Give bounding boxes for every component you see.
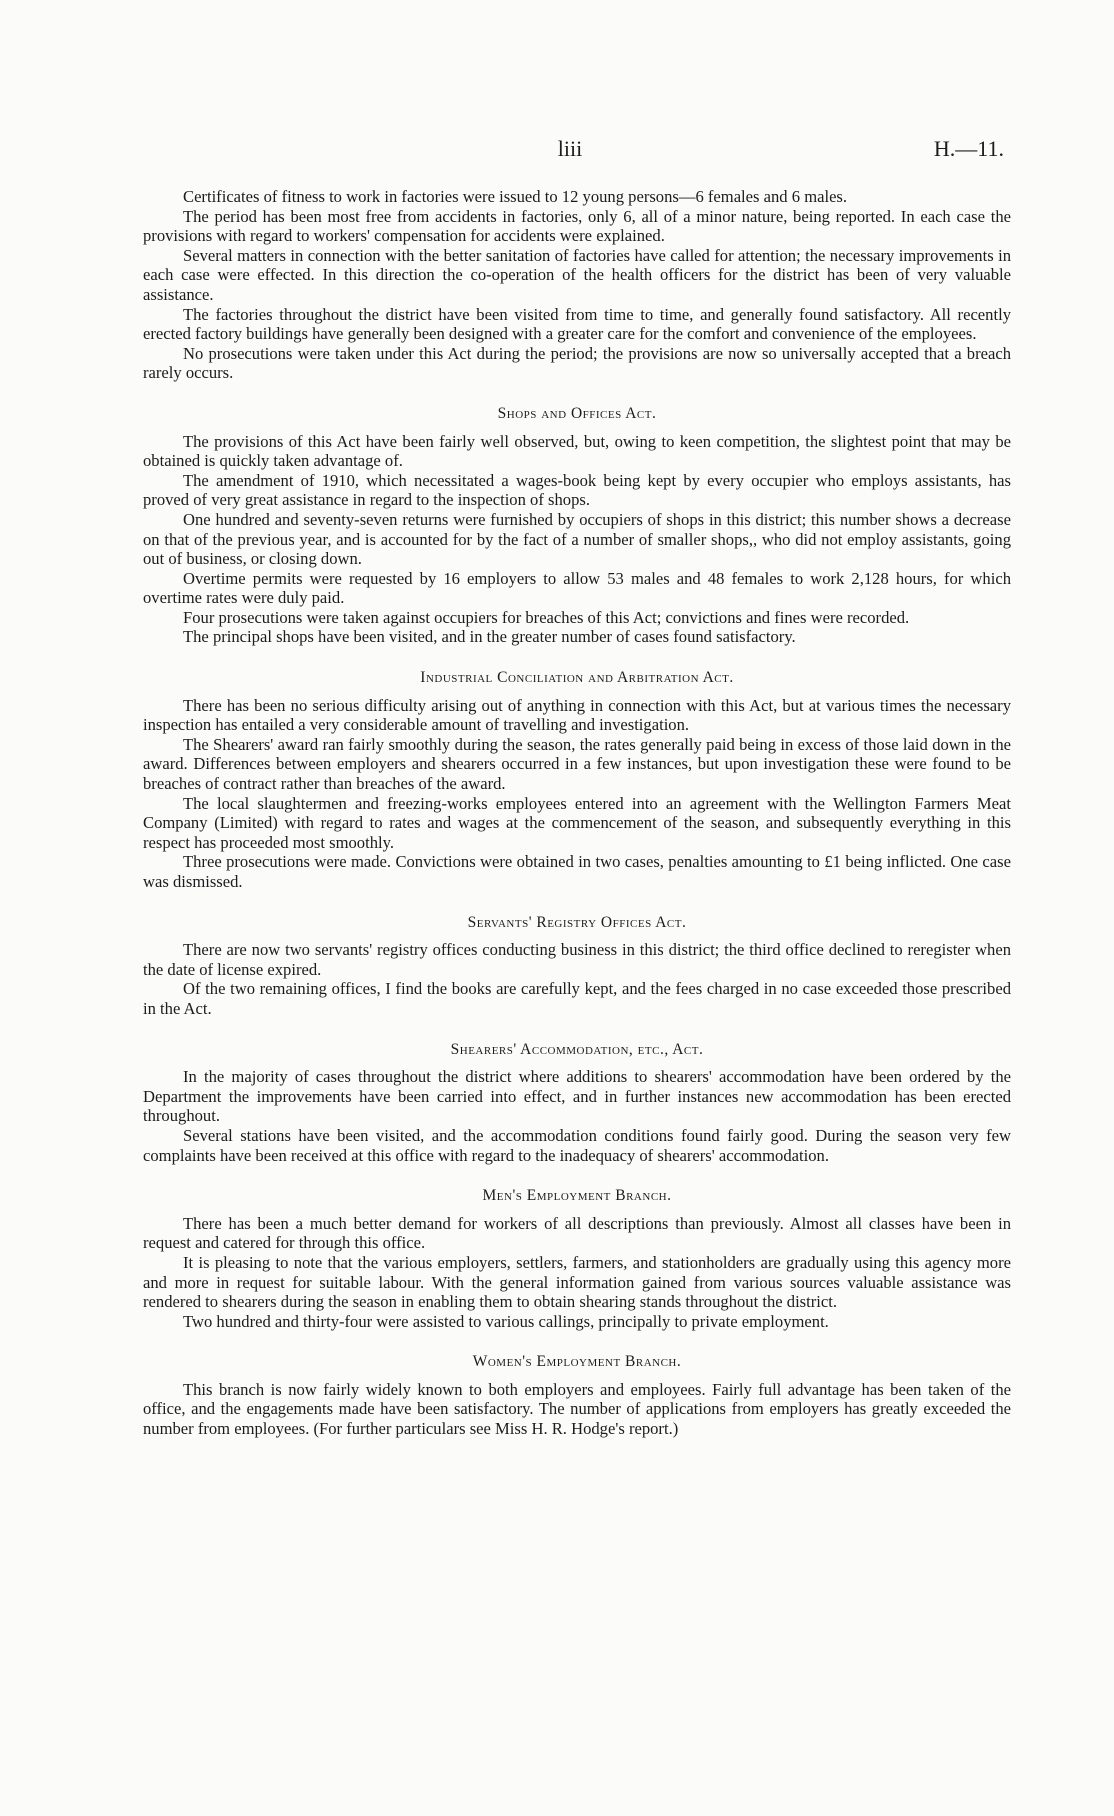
paragraph: The principal shops have been visited, and in the greater number of cases found satisfactory.: [183, 627, 796, 647]
paragraph: The period has been most free from accidents in factories, only 6, all of a minor nature, being reported. In each case the provisions with regard to workers' compensation for accidents were explained.: [143, 206, 1011, 246]
paragraph: This branch is now fairly widely known to both employers and employees. Fairly full advantage has been taken of the office, and the engagements made have been satisfactory. The number of applications from employers has greatly exceeded the number from employees. (For further particulars see Miss H. R. Hodge's report.): [143, 1379, 1011, 1439]
section-womens-employment-branch: [143, 1352, 1011, 1438]
paragraph: Overtime permits were requested by 16 employers to allow 53 males and 48 females to work 2,128 hours, for which overtime rates were duly paid.: [143, 568, 1011, 608]
section-industrial-conciliation-act: [143, 668, 1011, 892]
section-servants-registry-act: [143, 913, 1011, 1019]
paragraph: Four prosecutions were taken against occupiers for breaches of this Act; convictions and fines were recorded.: [183, 607, 910, 627]
section-shearers-accommodation-act: [143, 1040, 1011, 1166]
paragraph: There has been a much better demand for workers of all descriptions than previously. Almost all classes have been in request and catered for through this office.: [143, 1213, 1011, 1253]
document-body: [143, 187, 1011, 1439]
paragraph: There are now two servants' registry offices conducting business in this district; the third office declined to reregister when the date of license expired.: [143, 940, 1011, 979]
paragraph: The provisions of this Act have been fairly well observed, but, owing to keen competition, the slightest point that may be obtained is quickly taken advantage of.: [143, 431, 1011, 471]
section-heading: Shearers' Accommodation, etc., Act.: [450, 1040, 704, 1058]
paragraph: Three prosecutions were made. Convictions were obtained in two cases, penalties amounting to £1 being inflicted. One case was dismissed.: [143, 852, 1011, 891]
section-mens-employment-branch: [143, 1186, 1011, 1331]
paragraph: Of the two remaining offices, I find the books are carefully kept, and the fees charged in no case exceeded those prescribed in the Act.: [143, 979, 1011, 1018]
page-number: liii: [557, 136, 583, 161]
section-heading: Shops and Offices Act.: [497, 404, 657, 422]
section-shops-and-offices-act: [143, 404, 1011, 647]
paragraph: There has been no serious difficulty arising out of anything in connection with this Act, but at various times the necessary inspection has entailed a very considerable amount of travelling and investigation.: [143, 695, 1011, 735]
paragraph: No prosecutions were taken under this Act during the period; the provisions are now so universally accepted that a breach rarely occurs.: [143, 343, 1011, 383]
paragraph: In the majority of cases throughout the district where additions to shearers' accommodation have been ordered by the Department the improvements have been carried into effect, and in further instances new accommodation has been erected throughout.: [143, 1067, 1011, 1126]
paragraph: Certificates of fitness to work in factories were issued to 12 young persons—6 females and 6 males.: [183, 187, 848, 206]
paragraph: Several matters in connection with the better sanitation of factories have called for attention; the necessary improvements in each case were effected. In this direction the co-operation of the health officers for the district has been of very valuable assistance.: [143, 245, 1011, 304]
document-reference: H.—11.: [933, 136, 1004, 161]
paragraph: One hundred and seventy-seven returns were furnished by occupiers of shops in this district; this number shows a decrease on that of the previous year, and is accounted for by the fact of a number of smaller shops,, who did not employ assistants, going out of business, or closing down.: [143, 509, 1011, 569]
section-heading: Women's Employment Branch.: [472, 1353, 682, 1371]
paragraph: Two hundred and thirty-four were assisted to various callings, principally to private employment.: [183, 1311, 829, 1331]
paragraph: The amendment of 1910, which necessitated a wages-book being kept by every occupier who employs assistants, has proved of very great assistance in regard to the inspection of shops.: [143, 470, 1011, 510]
section-heading: Men's Employment Branch.: [482, 1187, 672, 1205]
section-heading: Servants' Registry Offices Act.: [467, 913, 687, 931]
section-factories: [143, 187, 1011, 383]
section-heading: Industrial Conciliation and Arbitration Act.: [420, 669, 734, 687]
paragraph: The factories throughout the district have been visited from time to time, and generally found satisfactory. All recently erected factory buildings have generally been designed with a greater care for the comfort and convenience of the employees.: [143, 304, 1011, 344]
paragraph: The local slaughtermen and freezing-works employees entered into an agreement with the Wellington Farmers Meat Company (Limited) with regard to rates and wages at the commencement of the season, and subsequently everything in this respect has proceeded most smoothly.: [143, 793, 1011, 852]
paragraph: Several stations have been visited, and the accommodation conditions found fairly good. During the season very few complaints have been received at this office with regard to the inadequacy of shearers' accommodation.: [143, 1125, 1011, 1165]
paragraph: It is pleasing to note that the various employers, settlers, farmers, and stationholders are gradually using this agency more and more in request for suitable labour. With the general information gained from various sources valuable assistance was rendered to shearers during the season in enabling them to obtain shearing stands throughout the district.: [143, 1252, 1011, 1312]
paragraph: The Shearers' award ran fairly smoothly during the season, the rates generally paid being in excess of those laid down in the award. Differences between employers and shearers occurred in a few instances, but upon investigation these were found to be breaches of contract rather than breaches of the award.: [143, 734, 1011, 794]
